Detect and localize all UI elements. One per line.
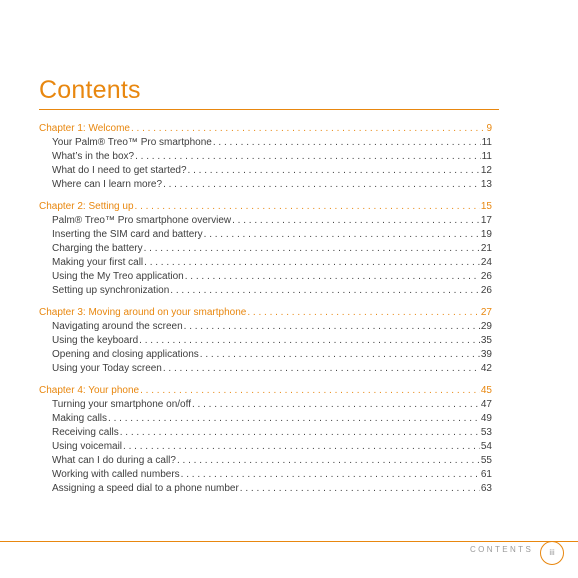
footer-divider	[0, 541, 578, 542]
toc-section-entry-page-number: 63	[480, 483, 492, 494]
toc-section-entry-page-number: 11	[481, 151, 492, 162]
toc-chapter-entry[interactable]	[39, 384, 492, 398]
toc-section-entry[interactable]	[39, 348, 492, 362]
toc-section-entry-page-number: 35	[480, 335, 492, 346]
dot-leader	[135, 200, 480, 214]
toc-section-entry[interactable]	[39, 440, 492, 454]
dot-leader	[108, 412, 480, 426]
footer-section-label: CONTENTS	[470, 545, 534, 554]
toc-chapter-entry-label: Chapter 3: Moving around on your smartphone	[39, 307, 247, 318]
dot-leader	[177, 454, 480, 468]
dot-leader	[247, 306, 480, 320]
toc-section-entry-page-number: 49	[480, 413, 492, 424]
toc-section-entry[interactable]	[39, 362, 492, 376]
toc-section-entry-label: Using voicemail	[52, 441, 123, 452]
toc-section-entry-page-number: 54	[480, 441, 492, 452]
toc-section-entry[interactable]	[39, 482, 492, 496]
toc-section-entry-label: Charging the battery	[52, 243, 143, 254]
page-title: Contents	[39, 76, 141, 104]
toc-section-entry-page-number: 13	[480, 179, 492, 190]
dot-leader	[192, 398, 480, 412]
dot-leader	[163, 362, 480, 376]
toc-section-entry-page-number: 17	[480, 215, 492, 226]
toc-section-entry-page-number: 19	[480, 229, 492, 240]
toc-section-entry-label: Assigning a speed dial to a phone number	[52, 483, 239, 494]
toc-section-entry[interactable]	[39, 164, 492, 178]
toc-section-entry[interactable]	[39, 136, 492, 150]
toc-section-entry-label: Palm® Treo™ Pro smartphone overview	[52, 215, 232, 226]
toc-section-entry-page-number: 21	[480, 243, 492, 254]
dot-leader	[181, 468, 480, 482]
toc-section-entry-page-number: 42	[480, 363, 492, 374]
toc-section-entry[interactable]	[39, 426, 492, 440]
toc-chapter-entry-label: Chapter 2: Setting up	[39, 201, 134, 212]
toc-chapter-entry-page-number: 27	[480, 307, 492, 318]
toc-chapter-entry[interactable]	[39, 306, 492, 320]
toc-section-entry[interactable]	[39, 468, 492, 482]
dot-leader	[140, 384, 480, 398]
toc-section-entry-page-number: 26	[480, 271, 492, 282]
toc-section-entry-label: Inserting the SIM card and battery	[52, 229, 203, 240]
toc-section-entry-label: Using the keyboard	[52, 335, 139, 346]
dot-leader	[213, 136, 481, 150]
toc-section-entry-label: Navigating around the screen	[52, 321, 183, 332]
toc-section-entry[interactable]	[39, 150, 492, 164]
chapter-block	[39, 306, 492, 376]
toc-section-entry[interactable]	[39, 398, 492, 412]
toc-chapter-entry-label: Chapter 4: Your phone	[39, 385, 140, 396]
dot-leader	[170, 284, 480, 298]
toc-section-entry-label: Making your first call	[52, 257, 144, 268]
toc-section-entry-label: What’s in the box?	[52, 151, 135, 162]
toc-chapter-entry-page-number: 15	[480, 201, 492, 212]
chapter-block	[39, 122, 492, 192]
dot-leader	[240, 482, 480, 496]
toc-section-entry[interactable]	[39, 228, 492, 242]
chapter-block	[39, 200, 492, 298]
title-divider	[39, 109, 499, 110]
dot-leader	[120, 426, 480, 440]
toc-section-entry-label: What do I need to get started?	[52, 165, 187, 176]
dot-leader	[131, 122, 485, 136]
toc-chapter-entry-page-number: 9	[486, 123, 492, 134]
dot-leader	[144, 256, 480, 270]
dot-leader	[188, 164, 480, 178]
toc-section-entry[interactable]	[39, 454, 492, 468]
toc-section-entry-page-number: 24	[480, 257, 492, 268]
chapter-block	[39, 384, 492, 496]
toc-section-entry[interactable]	[39, 242, 492, 256]
dot-leader	[139, 334, 480, 348]
dot-leader	[204, 228, 480, 242]
toc-section-entry-label: Using your Today screen	[52, 363, 162, 374]
toc-section-entry-page-number: 47	[480, 399, 492, 410]
toc-section-entry-label: Setting up synchronization	[52, 285, 170, 296]
toc-section-entry-page-number: 61	[480, 469, 492, 480]
toc-chapter-entry-page-number: 45	[480, 385, 492, 396]
toc-section-entry[interactable]	[39, 178, 492, 192]
toc-section-entry-label: Making calls	[52, 413, 108, 424]
toc-section-entry[interactable]	[39, 256, 492, 270]
toc-chapter-entry[interactable]	[39, 122, 492, 136]
dot-leader	[232, 214, 480, 228]
table-of-contents	[39, 122, 492, 504]
toc-section-entry-page-number: 55	[480, 455, 492, 466]
dot-leader	[135, 150, 481, 164]
toc-section-entry-page-number: 26	[480, 285, 492, 296]
toc-section-entry-label: Opening and closing applications	[52, 349, 199, 360]
toc-section-entry[interactable]	[39, 284, 492, 298]
toc-section-entry-page-number: 53	[480, 427, 492, 438]
toc-section-entry-label: Using the My Treo application	[52, 271, 184, 282]
dot-leader	[163, 178, 480, 192]
page-number-badge: iii	[540, 541, 564, 565]
toc-section-entry-label: Receiving calls	[52, 427, 119, 438]
toc-section-entry[interactable]	[39, 412, 492, 426]
toc-section-entry[interactable]	[39, 320, 492, 334]
dot-leader	[185, 270, 480, 284]
dot-leader	[200, 348, 480, 362]
toc-section-entry[interactable]	[39, 334, 492, 348]
toc-section-entry-page-number: 29	[480, 321, 492, 332]
toc-section-entry-page-number: 39	[480, 349, 492, 360]
toc-section-entry[interactable]	[39, 214, 492, 228]
toc-section-entry[interactable]	[39, 270, 492, 284]
toc-section-entry-label: Your Palm® Treo™ Pro smartphone	[52, 137, 212, 148]
toc-section-entry-label: What can I do during a call?	[52, 455, 176, 466]
toc-section-entry-page-number: 12	[480, 165, 492, 176]
toc-chapter-entry-label: Chapter 1: Welcome	[39, 123, 130, 134]
toc-section-entry-label: Where can I learn more?	[52, 179, 163, 190]
toc-chapter-entry[interactable]	[39, 200, 492, 214]
dot-leader	[184, 320, 480, 334]
dot-leader	[123, 440, 480, 454]
toc-section-entry-label: Working with called numbers	[52, 469, 180, 480]
dot-leader	[144, 242, 480, 256]
toc-section-entry-page-number: 11	[481, 137, 492, 148]
toc-section-entry-label: Turning your smartphone on/off	[52, 399, 191, 410]
